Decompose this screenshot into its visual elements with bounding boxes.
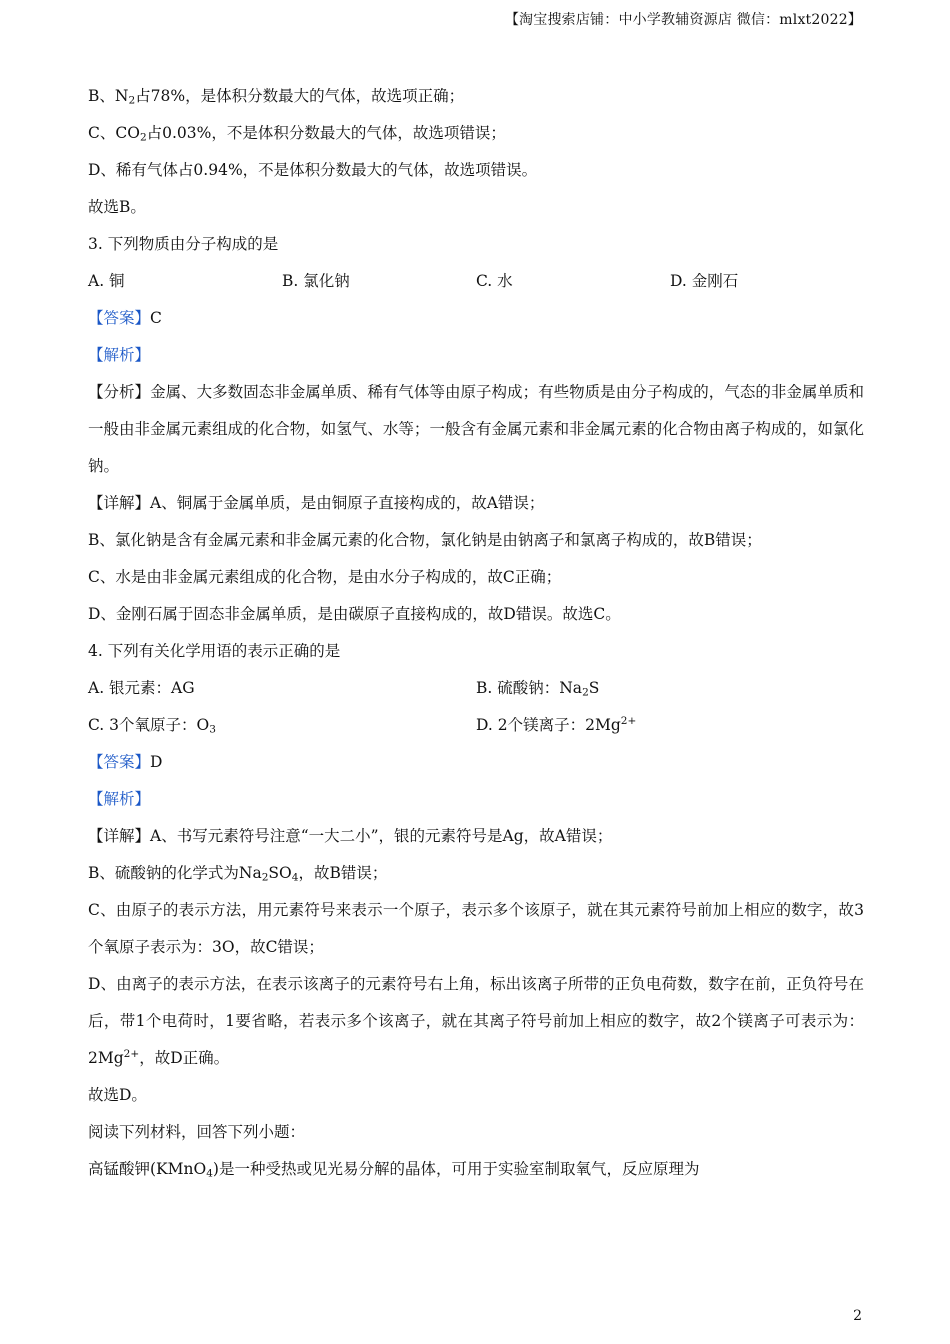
q4-stem: 4. 下列有关化学用语的表示正确的是 xyxy=(88,642,341,660)
q4-conclusion: 故选D。 xyxy=(88,1086,147,1104)
q3-options xyxy=(88,263,864,300)
q3-xiangjie-a: 【详解】A、铜属于金属单质，是由铜原子直接构成的，故A错误； xyxy=(88,494,545,512)
q3-xiangjie-d: D、金刚石属于固态非金属单质，是由碳原子直接构成的，故D错误。故选C。 xyxy=(88,605,621,623)
q4-xiangjie-a: 【详解】A、书写元素符号注意“一大二小”，银的元素符号是Ag，故A错误； xyxy=(88,827,613,845)
q4-xiangjie-c: C、由原子的表示方法，用元素符号来表示一个原子，表示多个该原子，就在其元素符号前加上相应的数字，故3个氧原子表示为：3O，故C错误； xyxy=(88,901,864,956)
q3-stem: 3. 下列物质由分子构成的是 xyxy=(88,235,279,253)
answer-tag: 【答案】 xyxy=(88,309,151,327)
q4-answer: 【答案】D xyxy=(88,753,163,771)
q3-answer: 【答案】C xyxy=(88,309,162,327)
q4-option-d: D. 2个镁离子：$2Mg^{2+}$ xyxy=(476,715,637,734)
page-content xyxy=(88,78,864,1188)
q2-option-b-explanation: B、$N_2$占78%，是体积分数最大的气体，故选项正确； xyxy=(88,87,465,107)
q3-option-a: A. 铜 xyxy=(88,272,125,290)
q3-analysis-tag: 【解析】 xyxy=(88,346,151,364)
page-number: 2 xyxy=(853,1308,862,1324)
q3-fenxi: 【分析】金属、大多数固态非金属单质、稀有气体等由原子构成；有些物质是由分子构成的，气态的非金属单质和一般由非金属元素组成的化合物，如氢气、水等；一般含有金属元素和非金属元素的化合物由离子构成的，如氯化钠。 xyxy=(88,383,864,475)
page-header: 【淘宝搜索店铺：中小学教辅资源店 微信：mlxt2022】 xyxy=(504,12,862,28)
q2-option-c-explanation: C、$CO_2$占0.03%，不是体积分数最大的气体，故选项错误； xyxy=(88,124,506,144)
q4-options-row2 xyxy=(88,707,864,744)
q3-option-d: D. 金刚石 xyxy=(670,272,739,290)
q2-option-d-explanation: D、稀有气体占0.94%，不是体积分数最大的气体，故选项错误。 xyxy=(88,161,538,179)
q4-xiangjie-b: B、硫酸钠的化学式为$Na_2SO_4$，故B错误； xyxy=(88,864,388,884)
material-intro: 阅读下列材料，回答下列小题： xyxy=(88,1123,306,1141)
q4-option-a: A. 银元素：AG xyxy=(88,679,195,697)
q2-conclusion: 故选B。 xyxy=(88,198,146,216)
material-text: 高锰酸钾(KMnO$_4$)是一种受热或见光易分解的晶体，可用于实验室制取氧气，反应原理为 xyxy=(88,1160,700,1180)
q4-analysis-tag: 【解析】 xyxy=(88,790,151,808)
answer-tag: 【答案】 xyxy=(88,753,151,771)
q4-option-c: C. 3个氧原子：$O_3$ xyxy=(88,716,216,736)
q4-option-b: B. 硫酸钠：$Na_2S$ xyxy=(476,679,600,699)
q4-xiangjie-d: D、由离子的表示方法，在表示该离子的元素符号右上角，标出该离子所带的正负电荷数，数字在前，正负符号在后，带1个电荷时，1要省略，若表示多个该离子，就在其离子符号前加上相应的数字，故2个镁离子可表示为：$2Mg^{2+}$，故D正确。 xyxy=(88,975,864,1067)
q3-option-b: B. 氯化钠 xyxy=(282,272,350,290)
q3-option-c: C. 水 xyxy=(476,272,513,290)
q4-options-row1 xyxy=(88,670,864,707)
q3-xiangjie-c: C、水是由非金属元素组成的化合物，是由水分子构成的，故C正确； xyxy=(88,568,562,586)
q3-xiangjie-b: B、氯化钠是含有金属元素和非金属元素的化合物，氯化钠是由钠离子和氯离子构成的，故B错误； xyxy=(88,531,762,549)
